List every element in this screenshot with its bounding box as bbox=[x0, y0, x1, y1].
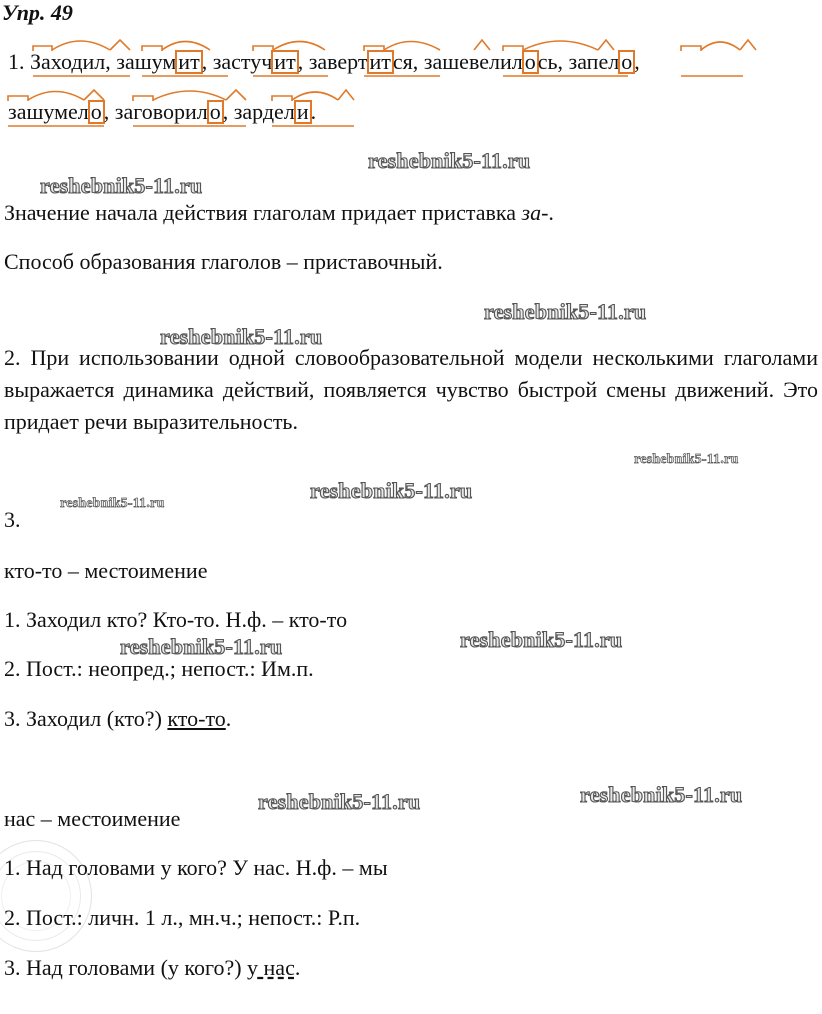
word-tail: . bbox=[310, 99, 317, 124]
ex1-meaning bbox=[4, 200, 554, 226]
root-arc bbox=[701, 42, 740, 50]
meaning-prefix: за- bbox=[521, 200, 549, 225]
word-tail: , bbox=[222, 99, 234, 124]
watermark: reshebnik5-11.ru bbox=[634, 452, 739, 467]
word2-line2: 2. Пост.: личн. 1 л., мн.ч.; непост.: Р.п. bbox=[4, 905, 361, 930]
ex2-text: 2. При использовании одной словообразовательной модели несколькими глаголами выражается динамика действий, появляется чувство быстрой смены движений. Это придает речи выразительность. bbox=[4, 345, 818, 434]
ex1-words-line1 bbox=[8, 49, 640, 75]
ex1-method: Способ образования глаголов – приставочный. bbox=[4, 249, 443, 274]
word-item bbox=[569, 49, 640, 74]
ex2-paragraph bbox=[4, 342, 818, 438]
exercise-title: Упр. 49 bbox=[2, 0, 73, 25]
word1-l3-post: . bbox=[225, 706, 232, 731]
word-ending-box: и bbox=[294, 100, 312, 124]
word-ending-box: ит bbox=[367, 50, 394, 74]
word-ending-box: о bbox=[207, 100, 224, 124]
word-item bbox=[116, 49, 212, 74]
word-item bbox=[8, 99, 115, 124]
word-tail: ся, bbox=[392, 49, 424, 74]
word2-line3 bbox=[4, 955, 300, 981]
watermark: reshebnik5-11.ru bbox=[460, 627, 623, 652]
watermark: reshebnik5-11.ru bbox=[258, 789, 421, 814]
prefix-mark bbox=[681, 46, 701, 51]
word-tail: , bbox=[634, 49, 640, 74]
watermark: reshebnik5-11.ru bbox=[60, 496, 165, 511]
word1-l3-pre: 3. Заходил (кто?) bbox=[4, 706, 168, 731]
word-item bbox=[234, 99, 316, 124]
ex3-number: 3. bbox=[4, 507, 21, 532]
word-stem: Заходил bbox=[30, 49, 106, 74]
word2-l3-post: . bbox=[294, 955, 301, 980]
word-item bbox=[424, 49, 569, 74]
word-item bbox=[115, 99, 234, 124]
word-stem: застуч bbox=[212, 49, 273, 74]
word2-l3-pre: 3. Над головами (у кого?) bbox=[4, 955, 248, 980]
word2-l3-word: у нас bbox=[247, 955, 295, 980]
suffix-mark bbox=[740, 40, 756, 50]
word1-l3-word: кто-то bbox=[167, 706, 226, 731]
watermark: reshebnik5-11.ru bbox=[160, 324, 323, 349]
ex1-number: 1. bbox=[8, 49, 25, 74]
word1-line3 bbox=[4, 706, 231, 732]
word-item bbox=[213, 49, 309, 74]
word1-heading: кто-то – местоимение bbox=[4, 558, 208, 583]
word-ending-box: ит bbox=[271, 50, 298, 74]
word-tail: , bbox=[105, 49, 117, 74]
word-stem: зашевелил bbox=[423, 49, 523, 74]
word-stem: зашум bbox=[116, 49, 177, 74]
watermark: reshebnik5-11.ru bbox=[484, 299, 647, 324]
word2-line1: 1. Над головами у кого? У нас. Н.ф. – мы bbox=[4, 855, 388, 880]
watermark: reshebnik5-11.ru bbox=[40, 173, 203, 198]
word1-line1: 1. Заходил кто? Кто-то. Н.ф. – кто-то bbox=[4, 607, 348, 632]
word-tail: , bbox=[297, 49, 309, 74]
word-tail: сь, bbox=[537, 49, 569, 74]
suffix-mark bbox=[338, 90, 354, 100]
word-stem: зашумел bbox=[8, 99, 89, 124]
word-ending-box: о bbox=[88, 100, 105, 124]
word-ending-box: ит bbox=[175, 50, 202, 74]
word-tail: , bbox=[201, 49, 213, 74]
word-stem: запел bbox=[568, 49, 620, 74]
meaning-text: Значение начала действия глаголам придает приставка bbox=[4, 200, 522, 225]
watermark: reshebnik5-11.ru bbox=[310, 478, 473, 503]
ex1-words-line2 bbox=[8, 99, 316, 125]
word1-line2: 2. Пост.: неопред.; непост.: Им.п. bbox=[4, 656, 314, 681]
watermark: reshebnik5-11.ru bbox=[368, 148, 531, 173]
watermark: reshebnik5-11.ru bbox=[580, 782, 743, 807]
watermark: reshebnik5-11.ru bbox=[120, 634, 283, 659]
word-ending-box: о bbox=[618, 50, 635, 74]
word-tail: , bbox=[103, 99, 115, 124]
word-stem: заверт bbox=[308, 49, 368, 74]
word-item bbox=[30, 49, 116, 74]
word2-heading: нас – местоимение bbox=[4, 806, 181, 831]
word-ending-box: о bbox=[522, 50, 539, 74]
meaning-end: . bbox=[548, 200, 554, 225]
word-stem: зардел bbox=[233, 99, 295, 124]
word-item bbox=[309, 49, 424, 74]
word-stem: заговорил bbox=[114, 99, 208, 124]
